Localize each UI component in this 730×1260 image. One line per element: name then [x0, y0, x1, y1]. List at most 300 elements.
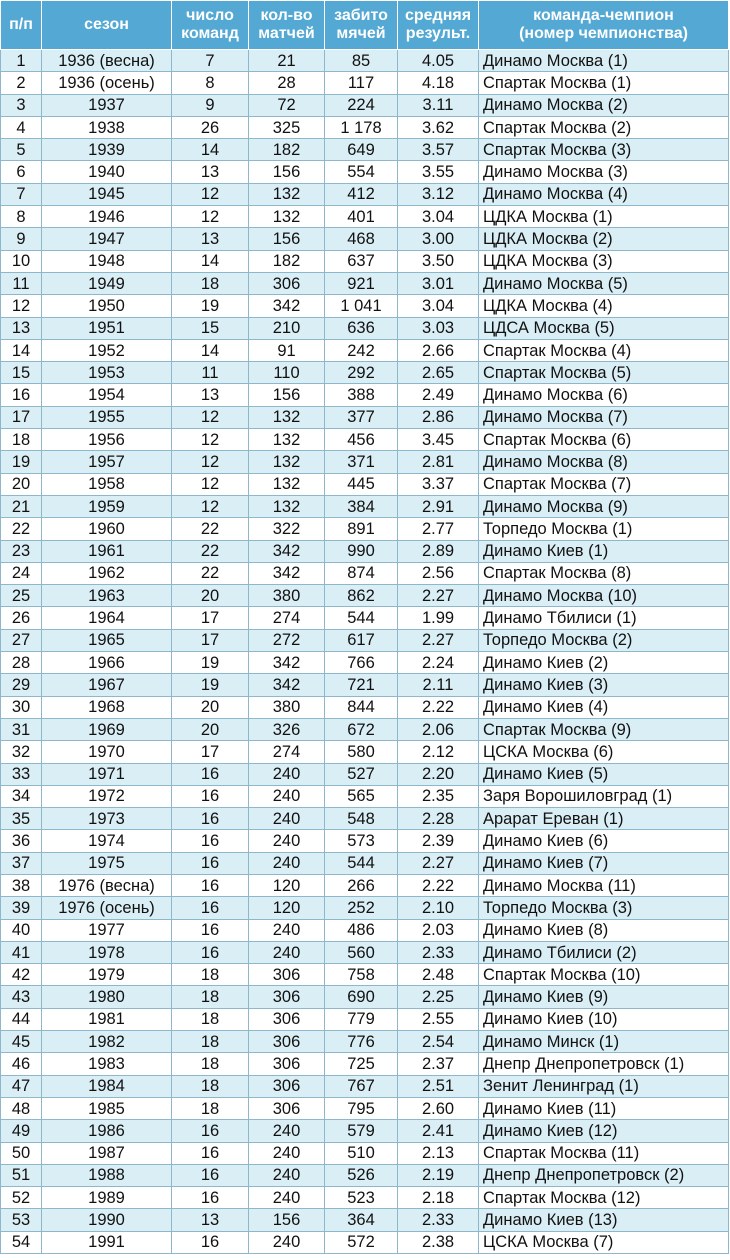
cell-matches: 156 [249, 384, 325, 406]
cell-average: 2.60 [398, 1097, 479, 1119]
cell-teams: 18 [172, 964, 249, 986]
cell-teams: 17 [172, 629, 249, 651]
cell-goals: 776 [325, 1031, 398, 1053]
cell-average: 2.38 [398, 1231, 479, 1253]
table-row [1, 785, 729, 807]
cell-average: 2.24 [398, 652, 479, 674]
cell-matches: 306 [249, 986, 325, 1008]
cell-teams: 14 [172, 339, 249, 361]
cell-champion: Спартак Москва (7) [479, 473, 729, 495]
cell-goals: 266 [325, 874, 398, 896]
cell-season: 1940 [42, 161, 172, 183]
cell-season: 1939 [42, 139, 172, 161]
cell-goals: 548 [325, 808, 398, 830]
cell-index: 26 [1, 607, 42, 629]
cell-season: 1976 (весна) [42, 874, 172, 896]
cell-teams: 12 [172, 406, 249, 428]
cell-average: 2.13 [398, 1142, 479, 1164]
cell-average: 2.27 [398, 852, 479, 874]
cell-season: 1984 [42, 1075, 172, 1097]
cell-champion: Динамо Киев (8) [479, 919, 729, 941]
cell-index: 12 [1, 295, 42, 317]
table-row [1, 852, 729, 874]
cell-average: 3.04 [398, 295, 479, 317]
cell-matches: 240 [249, 1187, 325, 1209]
table-row [1, 429, 729, 451]
cell-season: 1954 [42, 384, 172, 406]
cell-teams: 12 [172, 429, 249, 451]
header-matches-count: кол-во матчей [249, 1, 325, 50]
cell-goals: 844 [325, 696, 398, 718]
cell-average: 2.19 [398, 1164, 479, 1186]
cell-average: 2.12 [398, 741, 479, 763]
cell-index: 51 [1, 1164, 42, 1186]
cell-season: 1960 [42, 518, 172, 540]
table-row [1, 50, 729, 72]
cell-matches: 210 [249, 317, 325, 339]
cell-teams: 20 [172, 696, 249, 718]
cell-teams: 13 [172, 384, 249, 406]
cell-goals: 510 [325, 1142, 398, 1164]
cell-matches: 132 [249, 206, 325, 228]
cell-season: 1962 [42, 562, 172, 584]
cell-season: 1990 [42, 1209, 172, 1231]
cell-average: 3.55 [398, 161, 479, 183]
cell-matches: 120 [249, 874, 325, 896]
cell-matches: 91 [249, 339, 325, 361]
cell-teams: 14 [172, 139, 249, 161]
table-row [1, 874, 729, 896]
cell-average: 2.81 [398, 451, 479, 473]
table-row [1, 1075, 729, 1097]
cell-goals: 364 [325, 1209, 398, 1231]
cell-index: 9 [1, 228, 42, 250]
cell-goals: 224 [325, 94, 398, 116]
cell-season: 1947 [42, 228, 172, 250]
cell-champion: ЦДСА Москва (5) [479, 317, 729, 339]
cell-champion: Динамо Киев (3) [479, 674, 729, 696]
cell-season: 1967 [42, 674, 172, 696]
cell-champion: Спартак Москва (11) [479, 1142, 729, 1164]
cell-matches: 156 [249, 1209, 325, 1231]
cell-teams: 9 [172, 94, 249, 116]
cell-season: 1988 [42, 1164, 172, 1186]
cell-champion: Динамо Москва (3) [479, 161, 729, 183]
cell-teams: 17 [172, 741, 249, 763]
cell-champion: ЦДКА Москва (1) [479, 206, 729, 228]
cell-season: 1981 [42, 1008, 172, 1030]
cell-index: 37 [1, 852, 42, 874]
cell-goals: 579 [325, 1120, 398, 1142]
cell-season: 1961 [42, 540, 172, 562]
cell-champion: Динамо Москва (6) [479, 384, 729, 406]
table-header [1, 1, 729, 50]
cell-teams: 18 [172, 1075, 249, 1097]
cell-average: 2.66 [398, 339, 479, 361]
cell-average: 2.77 [398, 518, 479, 540]
cell-index: 17 [1, 406, 42, 428]
cell-average: 2.27 [398, 585, 479, 607]
cell-matches: 28 [249, 72, 325, 94]
cell-champion: Спартак Москва (6) [479, 429, 729, 451]
cell-champion: Динамо Киев (1) [479, 540, 729, 562]
cell-teams: 19 [172, 652, 249, 674]
cell-teams: 19 [172, 674, 249, 696]
cell-season: 1936 (осень) [42, 72, 172, 94]
cell-index: 25 [1, 585, 42, 607]
cell-teams: 13 [172, 228, 249, 250]
cell-champion: Спартак Москва (2) [479, 116, 729, 138]
table-row [1, 1187, 729, 1209]
cell-champion: Динамо Москва (8) [479, 451, 729, 473]
cell-champion: Динамо Тбилиси (1) [479, 607, 729, 629]
cell-index: 13 [1, 317, 42, 339]
cell-season: 1965 [42, 629, 172, 651]
cell-season: 1957 [42, 451, 172, 473]
cell-champion: ЦСКА Москва (6) [479, 741, 729, 763]
cell-matches: 325 [249, 116, 325, 138]
table-row [1, 116, 729, 138]
cell-matches: 306 [249, 1097, 325, 1119]
cell-goals: 617 [325, 629, 398, 651]
cell-champion: Динамо Москва (1) [479, 50, 729, 72]
table-row [1, 94, 729, 116]
cell-season: 1955 [42, 406, 172, 428]
cell-goals: 384 [325, 495, 398, 517]
cell-champion: Зенит Ленинград (1) [479, 1075, 729, 1097]
cell-goals: 573 [325, 830, 398, 852]
table-row [1, 406, 729, 428]
cell-champion: Динамо Киев (10) [479, 1008, 729, 1030]
table-row [1, 272, 729, 294]
cell-goals: 921 [325, 272, 398, 294]
cell-matches: 72 [249, 94, 325, 116]
cell-champion: Динамо Киев (13) [479, 1209, 729, 1231]
cell-teams: 18 [172, 1031, 249, 1053]
cell-average: 2.11 [398, 674, 479, 696]
cell-season: 1973 [42, 808, 172, 830]
cell-goals: 1 041 [325, 295, 398, 317]
cell-average: 2.48 [398, 964, 479, 986]
cell-average: 2.22 [398, 874, 479, 896]
cell-matches: 342 [249, 540, 325, 562]
table-body [1, 50, 729, 1254]
cell-matches: 240 [249, 1142, 325, 1164]
cell-matches: 240 [249, 763, 325, 785]
cell-season: 1963 [42, 585, 172, 607]
cell-season: 1969 [42, 718, 172, 740]
cell-index: 43 [1, 986, 42, 1008]
cell-teams: 16 [172, 1120, 249, 1142]
cell-champion: Динамо Киев (5) [479, 763, 729, 785]
cell-champion: Динамо Москва (7) [479, 406, 729, 428]
cell-champion: Динамо Москва (9) [479, 495, 729, 517]
cell-champion: Динамо Киев (12) [479, 1120, 729, 1142]
cell-season: 1980 [42, 986, 172, 1008]
table-row [1, 585, 729, 607]
cell-teams: 18 [172, 1008, 249, 1030]
table-row [1, 629, 729, 651]
cell-matches: 342 [249, 674, 325, 696]
cell-average: 3.45 [398, 429, 479, 451]
cell-season: 1986 [42, 1120, 172, 1142]
cell-index: 11 [1, 272, 42, 294]
cell-goals: 874 [325, 562, 398, 584]
cell-average: 2.89 [398, 540, 479, 562]
cell-goals: 388 [325, 384, 398, 406]
cell-average: 3.01 [398, 272, 479, 294]
table-row [1, 941, 729, 963]
cell-goals: 636 [325, 317, 398, 339]
cell-matches: 274 [249, 741, 325, 763]
cell-average: 2.25 [398, 986, 479, 1008]
cell-season: 1985 [42, 1097, 172, 1119]
cell-champion: Спартак Москва (9) [479, 718, 729, 740]
table-row [1, 808, 729, 830]
cell-index: 44 [1, 1008, 42, 1030]
table-row [1, 652, 729, 674]
cell-average: 2.22 [398, 696, 479, 718]
cell-season: 1974 [42, 830, 172, 852]
cell-index: 23 [1, 540, 42, 562]
cell-average: 3.00 [398, 228, 479, 250]
cell-average: 2.27 [398, 629, 479, 651]
cell-average: 2.49 [398, 384, 479, 406]
cell-matches: 272 [249, 629, 325, 651]
cell-teams: 12 [172, 183, 249, 205]
cell-champion: Динамо Киев (9) [479, 986, 729, 1008]
header-row [1, 1, 729, 50]
cell-average: 2.51 [398, 1075, 479, 1097]
cell-matches: 240 [249, 1231, 325, 1253]
cell-matches: 342 [249, 295, 325, 317]
cell-average: 3.57 [398, 139, 479, 161]
cell-goals: 242 [325, 339, 398, 361]
cell-season: 1953 [42, 362, 172, 384]
cell-teams: 22 [172, 562, 249, 584]
table-row [1, 317, 729, 339]
cell-goals: 758 [325, 964, 398, 986]
cell-matches: 132 [249, 451, 325, 473]
cell-season: 1964 [42, 607, 172, 629]
cell-teams: 19 [172, 295, 249, 317]
table-row [1, 384, 729, 406]
cell-season: 1978 [42, 941, 172, 963]
cell-champion: Динамо Киев (7) [479, 852, 729, 874]
cell-teams: 17 [172, 607, 249, 629]
cell-season: 1956 [42, 429, 172, 451]
cell-champion: Динамо Минск (1) [479, 1031, 729, 1053]
table-row [1, 741, 729, 763]
cell-teams: 18 [172, 1097, 249, 1119]
table-row [1, 228, 729, 250]
cell-teams: 16 [172, 1187, 249, 1209]
cell-average: 2.37 [398, 1053, 479, 1075]
table-row [1, 295, 729, 317]
cell-matches: 306 [249, 1008, 325, 1030]
cell-season: 1950 [42, 295, 172, 317]
cell-goals: 766 [325, 652, 398, 674]
cell-average: 2.54 [398, 1031, 479, 1053]
cell-season: 1982 [42, 1031, 172, 1053]
cell-index: 3 [1, 94, 42, 116]
cell-champion: Днепр Днепропетровск (1) [479, 1053, 729, 1075]
cell-index: 48 [1, 1097, 42, 1119]
cell-average: 2.41 [398, 1120, 479, 1142]
cell-teams: 16 [172, 941, 249, 963]
cell-matches: 240 [249, 830, 325, 852]
cell-average: 3.62 [398, 116, 479, 138]
header-champion-team: команда-чемпион (номер чемпионства) [479, 1, 729, 50]
table-row [1, 183, 729, 205]
table-row [1, 830, 729, 852]
cell-season: 1952 [42, 339, 172, 361]
cell-champion: Динамо Москва (10) [479, 585, 729, 607]
cell-champion: Спартак Москва (12) [479, 1187, 729, 1209]
cell-goals: 690 [325, 986, 398, 1008]
cell-season: 1945 [42, 183, 172, 205]
cell-season: 1948 [42, 250, 172, 272]
cell-goals: 779 [325, 1008, 398, 1030]
table-row [1, 518, 729, 540]
table-row [1, 495, 729, 517]
cell-teams: 16 [172, 874, 249, 896]
cell-season: 1968 [42, 696, 172, 718]
cell-matches: 240 [249, 1164, 325, 1186]
cell-matches: 156 [249, 228, 325, 250]
cell-average: 2.20 [398, 763, 479, 785]
cell-season: 1983 [42, 1053, 172, 1075]
cell-index: 15 [1, 362, 42, 384]
table-row [1, 986, 729, 1008]
cell-index: 30 [1, 696, 42, 718]
cell-index: 16 [1, 384, 42, 406]
cell-average: 2.18 [398, 1187, 479, 1209]
cell-champion: Динамо Москва (2) [479, 94, 729, 116]
cell-matches: 306 [249, 1053, 325, 1075]
cell-teams: 16 [172, 785, 249, 807]
header-goals-scored: забито мячей [325, 1, 398, 50]
cell-matches: 182 [249, 250, 325, 272]
cell-index: 24 [1, 562, 42, 584]
cell-index: 7 [1, 183, 42, 205]
table-row [1, 897, 729, 919]
header-index: п/п [1, 1, 42, 50]
cell-index: 54 [1, 1231, 42, 1253]
cell-goals: 412 [325, 183, 398, 205]
cell-champion: Днепр Днепропетровск (2) [479, 1164, 729, 1186]
table-row [1, 964, 729, 986]
cell-matches: 132 [249, 473, 325, 495]
cell-goals: 292 [325, 362, 398, 384]
cell-season: 1966 [42, 652, 172, 674]
cell-goals: 554 [325, 161, 398, 183]
cell-champion: ЦДКА Москва (4) [479, 295, 729, 317]
table-row [1, 161, 729, 183]
cell-teams: 22 [172, 518, 249, 540]
cell-index: 47 [1, 1075, 42, 1097]
cell-champion: Арарат Ереван (1) [479, 808, 729, 830]
cell-index: 18 [1, 429, 42, 451]
cell-average: 2.39 [398, 830, 479, 852]
cell-teams: 22 [172, 540, 249, 562]
cell-champion: Спартак Москва (10) [479, 964, 729, 986]
cell-average: 4.18 [398, 72, 479, 94]
cell-champion: Спартак Москва (8) [479, 562, 729, 584]
cell-index: 22 [1, 518, 42, 540]
cell-matches: 21 [249, 50, 325, 72]
table-row [1, 206, 729, 228]
table-row [1, 674, 729, 696]
cell-index: 41 [1, 941, 42, 963]
cell-teams: 20 [172, 585, 249, 607]
cell-goals: 85 [325, 50, 398, 72]
cell-goals: 526 [325, 1164, 398, 1186]
cell-champion: Динамо Тбилиси (2) [479, 941, 729, 963]
table-row [1, 451, 729, 473]
cell-teams: 20 [172, 718, 249, 740]
cell-goals: 468 [325, 228, 398, 250]
cell-index: 33 [1, 763, 42, 785]
table-row [1, 339, 729, 361]
cell-season: 1977 [42, 919, 172, 941]
cell-season: 1949 [42, 272, 172, 294]
header-average-score: средняя результ. [398, 1, 479, 50]
cell-matches: 380 [249, 696, 325, 718]
cell-index: 53 [1, 1209, 42, 1231]
cell-average: 2.03 [398, 919, 479, 941]
cell-teams: 16 [172, 852, 249, 874]
cell-champion: Динамо Киев (6) [479, 830, 729, 852]
cell-teams: 12 [172, 451, 249, 473]
cell-matches: 306 [249, 1031, 325, 1053]
table-row [1, 1231, 729, 1253]
cell-goals: 580 [325, 741, 398, 763]
cell-season: 1938 [42, 116, 172, 138]
cell-index: 28 [1, 652, 42, 674]
cell-matches: 240 [249, 1120, 325, 1142]
cell-champion: Заря Ворошиловград (1) [479, 785, 729, 807]
cell-champion: Спартак Москва (4) [479, 339, 729, 361]
cell-champion: Динамо Москва (4) [479, 183, 729, 205]
cell-average: 3.50 [398, 250, 479, 272]
table-row [1, 1008, 729, 1030]
cell-average: 2.33 [398, 941, 479, 963]
cell-index: 29 [1, 674, 42, 696]
cell-champion: Спартак Москва (5) [479, 362, 729, 384]
cell-champion: ЦСКА Москва (7) [479, 1231, 729, 1253]
cell-matches: 120 [249, 897, 325, 919]
cell-teams: 12 [172, 206, 249, 228]
cell-teams: 16 [172, 1142, 249, 1164]
cell-champion: Динамо Москва (11) [479, 874, 729, 896]
cell-goals: 637 [325, 250, 398, 272]
cell-champion: ЦДКА Москва (2) [479, 228, 729, 250]
cell-goals: 523 [325, 1187, 398, 1209]
cell-teams: 16 [172, 897, 249, 919]
cell-teams: 12 [172, 473, 249, 495]
cell-index: 20 [1, 473, 42, 495]
cell-champion: Динамо Киев (2) [479, 652, 729, 674]
cell-champion: Динамо Москва (5) [479, 272, 729, 294]
cell-goals: 560 [325, 941, 398, 963]
cell-goals: 672 [325, 718, 398, 740]
cell-index: 5 [1, 139, 42, 161]
cell-goals: 862 [325, 585, 398, 607]
cell-goals: 649 [325, 139, 398, 161]
cell-index: 50 [1, 1142, 42, 1164]
cell-matches: 240 [249, 808, 325, 830]
